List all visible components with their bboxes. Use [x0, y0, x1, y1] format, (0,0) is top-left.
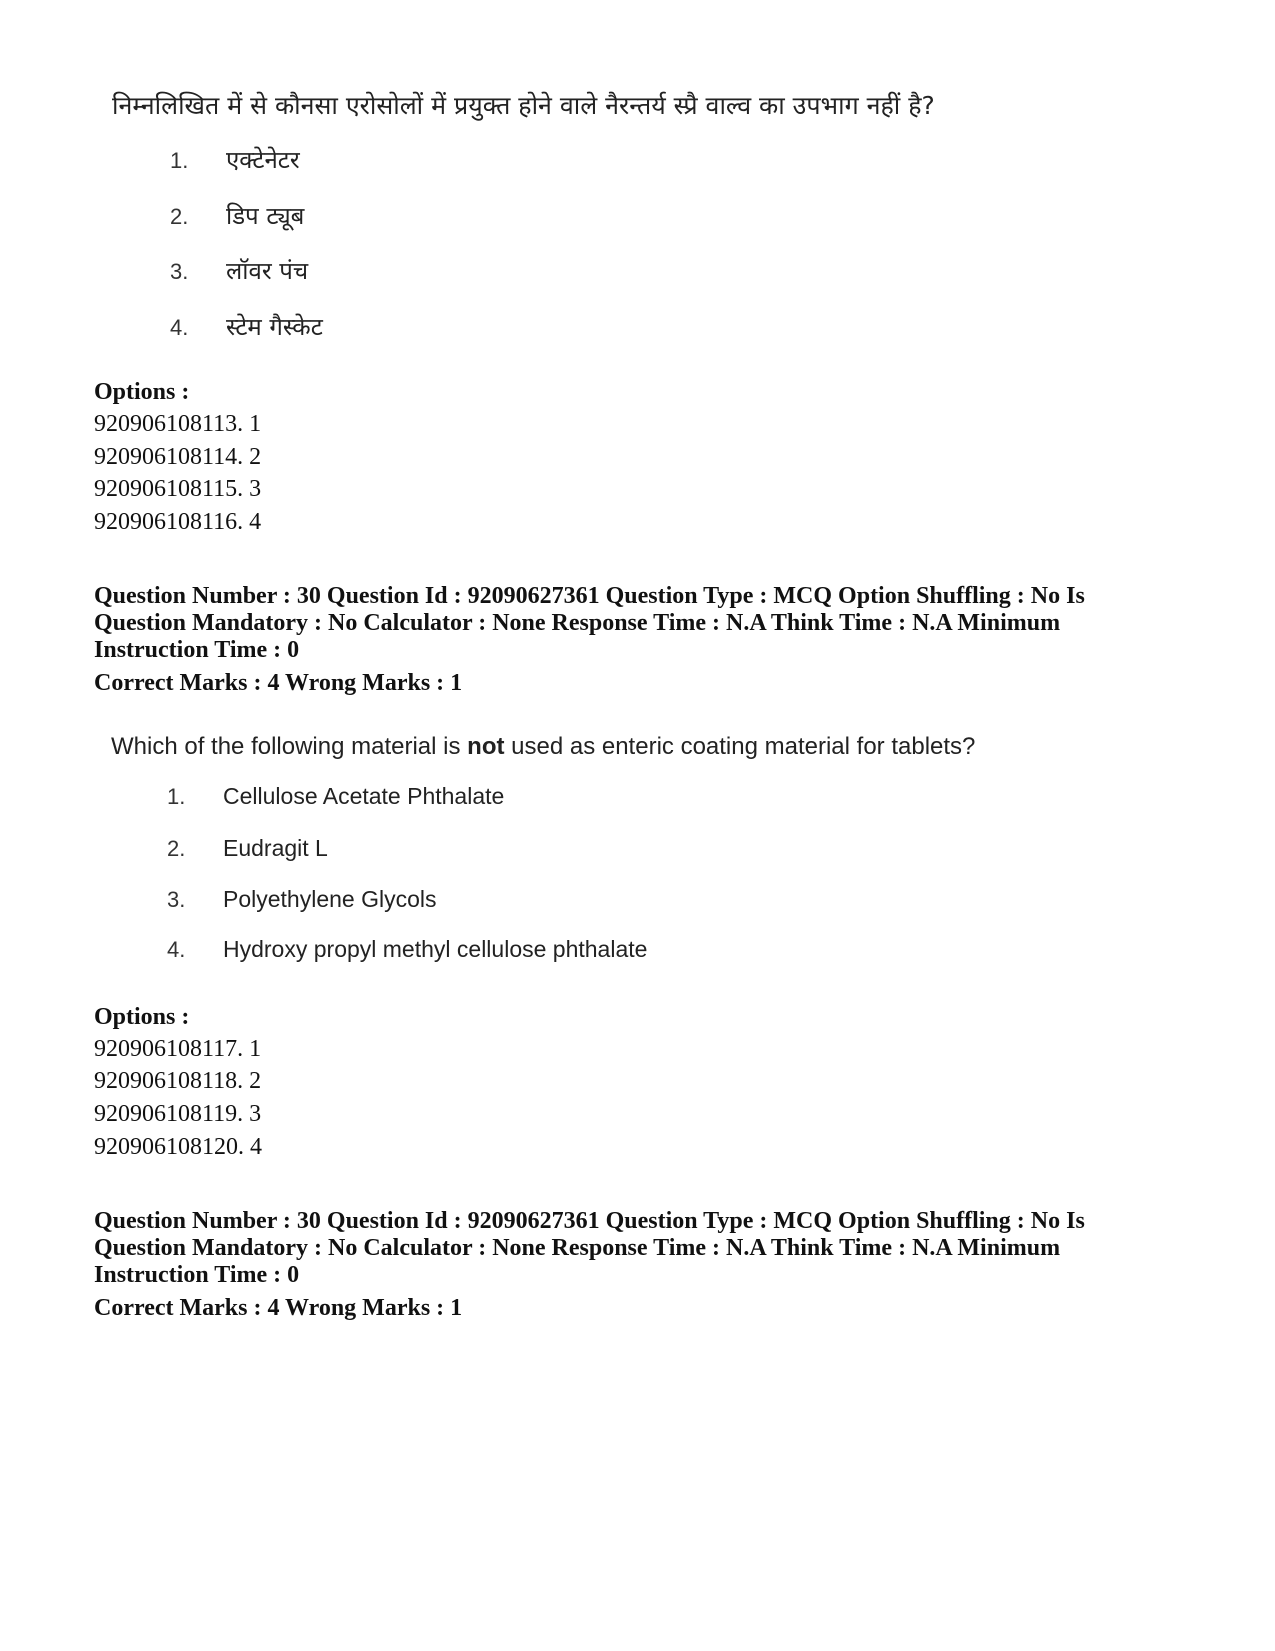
choice-3-number: 3.: [167, 887, 186, 912]
option-id: 920906108114. 2: [94, 444, 262, 470]
choice-3-text: लॉवर पंच: [226, 257, 309, 285]
choice-2-text: Eudragit L: [223, 835, 328, 861]
choice-3-number: 3.: [170, 259, 189, 284]
option-id: 920906108118. 2: [94, 1068, 262, 1094]
choice-1-text: Cellulose Acetate Phthalate: [223, 783, 505, 809]
choice-4-text: स्टेम गैस्केट: [226, 313, 323, 341]
question-meta-1: [94, 583, 1085, 664]
choice-1-number: 1.: [167, 784, 186, 809]
options-label: Options :: [94, 379, 190, 405]
question-2-emphasis: not: [467, 733, 505, 760]
choice-1-number: 1.: [170, 148, 189, 173]
options-label: Options :: [94, 1004, 190, 1030]
choice-2-text: डिप ट्यूब: [226, 202, 305, 230]
choice-3-text: Polyethylene Glycols: [223, 886, 437, 912]
option-id: 920906108113. 1: [94, 411, 262, 437]
question-2-text-end: used as enteric coating material for tablets?: [504, 733, 976, 760]
choice-1-text: एक्टेनेटर: [226, 146, 300, 174]
choice-4-number: 4.: [170, 315, 189, 340]
marks-line-1: Correct Marks : 4 Wrong Marks : 1: [94, 670, 463, 696]
option-id: 920906108119. 3: [94, 1101, 262, 1127]
meta-line-2: Question Mandatory : No Calculator : None Response Time : N.A Think Time : N.A Minimum: [94, 1235, 1061, 1261]
choice-4-text: Hydroxy propyl methyl cellulose phthalate: [223, 936, 648, 962]
meta-line-3: Instruction Time : 0: [94, 637, 300, 663]
option-id: 920906108117. 1: [94, 1036, 262, 1062]
meta-line-1: Question Number : 30 Question Id : 92090627361 Question Type : MCQ Option Shuffling : No Is: [94, 1208, 1085, 1234]
question-2-text-start: Which of the following material is: [111, 733, 468, 760]
option-id: 920906108116. 4: [94, 509, 262, 535]
choice-4-number: 4.: [167, 937, 186, 962]
question-2-text: [111, 733, 975, 761]
meta-line-1: Question Number : 30 Question Id : 92090627361 Question Type : MCQ Option Shuffling : No Is: [94, 583, 1085, 609]
meta-line-3: Instruction Time : 0: [94, 1262, 300, 1288]
choice-2-number: 2.: [170, 204, 189, 229]
choice-2-number: 2.: [167, 836, 186, 861]
option-id: 920906108120. 4: [94, 1134, 262, 1160]
meta-line-2: Question Mandatory : No Calculator : None Response Time : N.A Think Time : N.A Minimum: [94, 610, 1061, 636]
option-id: 920906108115. 3: [94, 476, 262, 502]
question-meta-2: [94, 1208, 1085, 1289]
marks-line-2: Correct Marks : 4 Wrong Marks : 1: [94, 1295, 463, 1321]
question-1-text: निम्नलिखित में से कौनसा एरोसोलों में प्रयुक्त होने वाले नैरन्तर्य स्प्रै वाल्व का उपभाग नहीं है?: [112, 91, 935, 120]
